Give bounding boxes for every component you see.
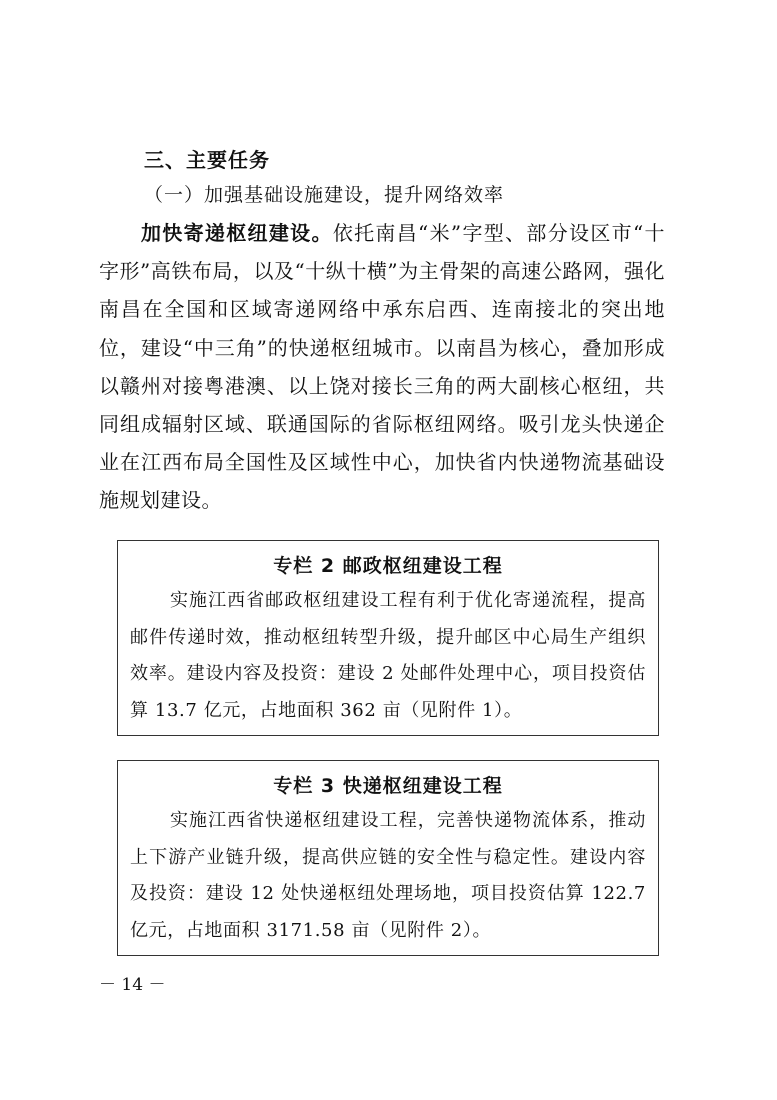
page-number: － 14 － <box>99 975 166 995</box>
box-text: 实施江西省快递枢纽建设工程，完善快递物流体系，推动上下游产业链升级，提高供应链的安全性与稳定性。建设内容及投资：建设 12 处快递枢纽处理场地，项目投资估算 122.7 亿元，占地面积 3171.58 亩（见附件 2）。 <box>130 810 646 941</box>
box-title: 专栏 3 快递枢纽建设工程 <box>273 775 503 797</box>
section-heading: 三、主要任务 <box>144 148 270 172</box>
box-text: 实施江西省邮政枢纽建设工程有利于优化寄递流程，提高邮件传递时效，推动枢纽转型升级，提升邮区中心局生产组织效率。建设内容及投资：建设 2 处邮件处理中心，项目投资估算 13.7 亿元，占地面积 362 亩（见附件 1）。 <box>130 590 646 721</box>
body-paragraph <box>99 214 665 520</box>
box-title: 专栏 2 邮政枢纽建设工程 <box>273 555 503 577</box>
sub-heading: （一）加强基础设施建设，提升网络效率 <box>144 184 505 206</box>
paragraph-lead: 加快寄递枢纽建设。 <box>141 221 333 245</box>
column-box-postal <box>117 540 659 736</box>
paragraph-text: 依托南昌“米”字型、部分设区市“十字形”高铁布局，以及“十纵十横”为主骨架的高速公路网，强化南昌在全国和区域寄递网络中承东启西、连南接北的突出地位，建设“中三角”的快递枢纽城市。以南昌为核心，叠加形成以赣州对接粤港澳、以上饶对接长三角的两大副核心枢纽，共同组成辐射区域、联通国际的省际枢纽网络。吸引龙头快递企业在江西布局全国性及区域性中心，加快省内快递物流基础设施规划建设。 <box>99 221 665 513</box>
column-box-express <box>117 760 659 956</box>
